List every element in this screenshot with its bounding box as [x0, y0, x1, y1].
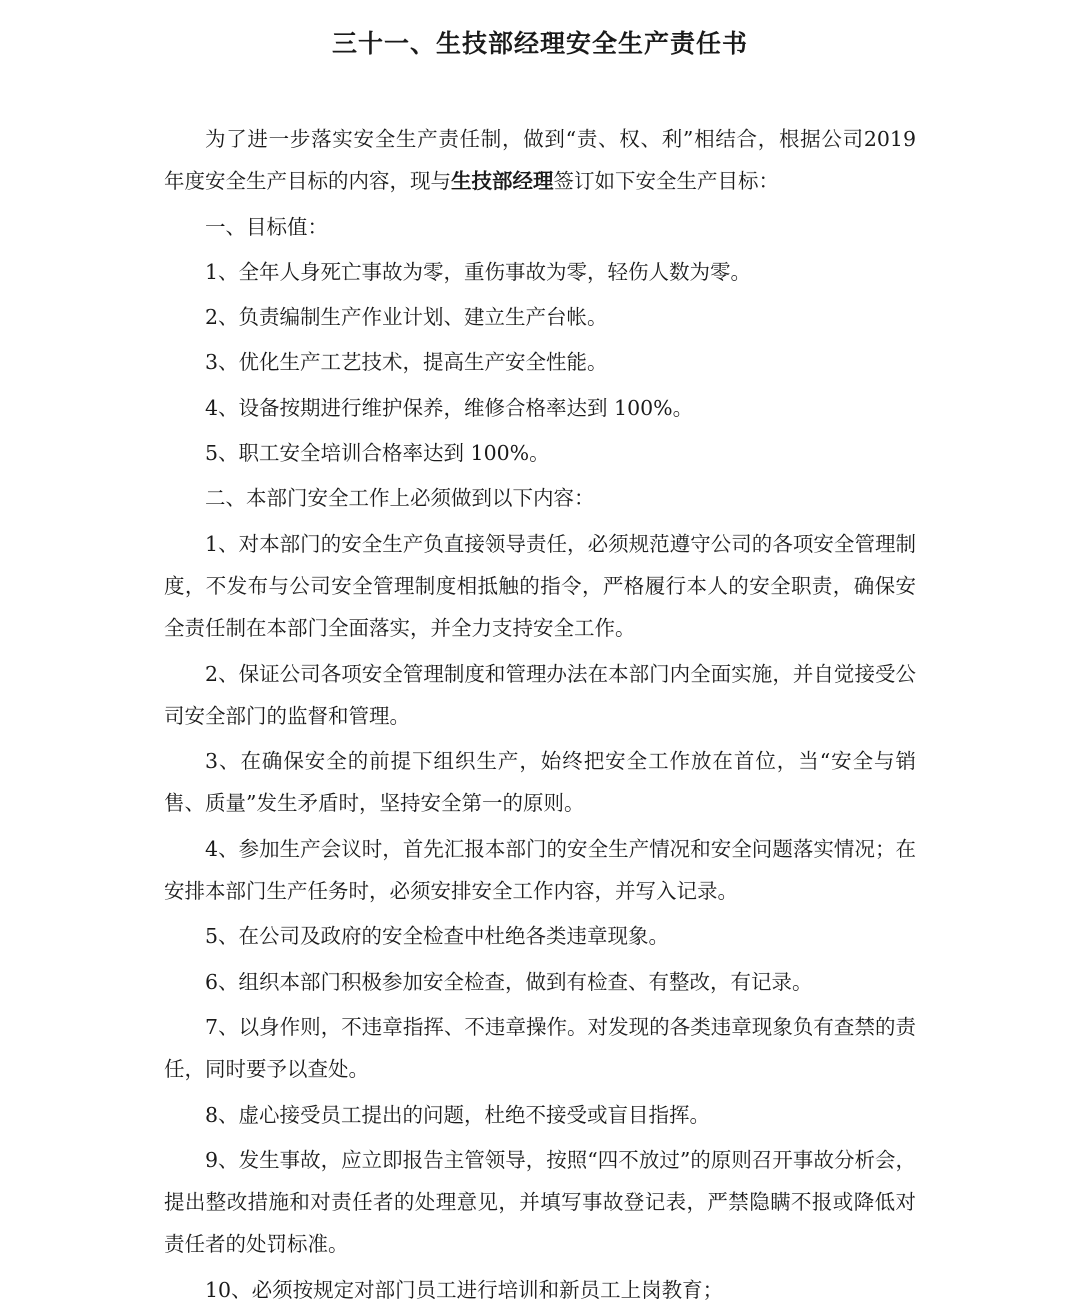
section-heading-1: 一、目标值： [205, 214, 328, 239]
duty-item-8: 8、虚心接受员工提出的问题，杜绝不接受或盲目指挥。 [205, 1102, 711, 1127]
target-item-5: 5、职工安全培训合格率达到 100%。 [205, 441, 550, 466]
document-body [164, 118, 916, 1314]
intro-paragraph [164, 118, 916, 203]
intro-text-1: 为了进一步落实安全生产责任制，做到“责、权、利”相结合，根据公司2019 年度安全生产目标的内容，现与 [164, 127, 916, 194]
section-heading-2: 二、本部门安全工作上必须做到以下内容： [205, 486, 595, 511]
target-item-3: 3、优化生产工艺技术，提高生产安全性能。 [205, 350, 608, 375]
document-title: 三十一、生技部经理安全生产责任书 [331, 29, 748, 58]
duty-item-3: 3、在确保安全的前提下组织生产，始终把安全工作放在首位，当“安全与销售、质量”发生矛盾时，坚持安全第一的原则。 [164, 749, 916, 816]
duty-item-4: 4、参加生产会议时，首先汇报本部门的安全生产情况和安全问题落实情况；在安排本部门生产任务时，必须安排安全工作内容，并写入记录。 [164, 836, 916, 904]
target-item-4: 4、设备按期进行维护保养，维修合格率达到 100%。 [205, 395, 694, 420]
duty-item-10: 10、必须按规定对部门员工进行培训和新员工上岗教育； [205, 1277, 724, 1302]
duty-item-2: 2、保证公司各项安全管理制度和管理办法在本部门内全面实施，并自觉接受公司安全部门的监督和管理。 [164, 661, 916, 728]
intro-text-2: 签订如下安全生产目标： [553, 169, 779, 194]
duty-item-6: 6、组织本部门积极参加安全检查，做到有检查、有整改，有记录。 [205, 969, 813, 994]
duty-item-9: 9、发生事故，应立即报告主管领导，按照“四不放过”的原则召开事故分析会，提出整改措施和对责任者的处理意见，并填写事故登记表，严禁隐瞒不报或降低对责任者的处罚标准。 [164, 1147, 916, 1257]
intro-bold-role: 生技部经理 [451, 169, 554, 194]
target-item-1: 1、全年人身死亡事故为零，重伤事故为零，轻伤人数为零。 [205, 259, 752, 284]
duty-item-1: 1、对本部门的安全生产负直接领导责任，必须规范遵守公司的各项安全管理制度，不发布与公司安全管理制度相抵触的指令，严格履行本人的安全职责，确保安全责任制在本部门全面落实，并全力支持安全工作。 [164, 531, 916, 641]
duty-item-5: 5、在公司及政府的安全检查中杜绝各类违章现象。 [205, 924, 670, 949]
duty-item-7: 7、以身作则，不违章指挥、不违章操作。对发现的各类违章现象负有查禁的责任，同时要予以查处。 [164, 1014, 916, 1082]
target-item-2: 2、负责编制生产作业计划、建立生产台帐。 [205, 305, 608, 330]
